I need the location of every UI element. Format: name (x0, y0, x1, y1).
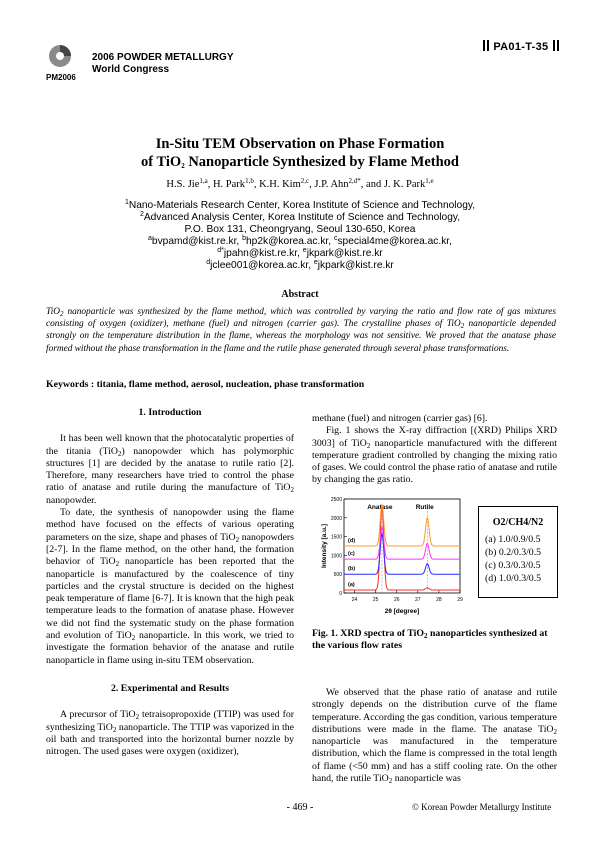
x-tick-label: 28 (436, 597, 442, 603)
author-affiliation-mark: 1,b (245, 177, 254, 185)
y-tick-label: 1000 (330, 553, 342, 560)
x-tick-label: 24 (351, 597, 358, 603)
x-tick-label: 25 (372, 597, 379, 603)
left-column (46, 407, 294, 758)
author-affiliation-mark: 2,d* (348, 177, 361, 185)
x-tick-label: 26 (393, 597, 400, 603)
legend-item-b: (b) 0.2/0.3/0.5 (485, 547, 542, 558)
y-axis-label: Intensity [a.u.] (321, 523, 328, 569)
email-line-3: $^d$jclee001@korea.ac.kr, $^e$jkpark@kist.re.kr (206, 259, 394, 271)
author-name: J.P. Ahn (314, 179, 349, 190)
x-tick-label: 29 (457, 597, 463, 603)
author-affiliation-mark: 1,a (199, 177, 208, 185)
xrd-chart (318, 493, 466, 617)
right-paragraph-1: Fig. 1 shows the X-ray diffraction [(XRD) Philips XRD 3003] of TiO$_2$ nanoparticle manufactured with the different temperature gradient controlled by changing the mixing ratio of gases. We could control the phase ratio of anatase and rutile by changing the gas ratio. (312, 425, 557, 486)
legend-title: O2/CH4/N2 (492, 517, 544, 528)
right-column-top (312, 413, 557, 487)
author-affiliation-mark: 2,c (300, 177, 310, 185)
figure-caption: Fig. 1. XRD spectra of TiO$_2$ nanoparticles synthesized at the various flow rates (312, 628, 548, 651)
section-heading-introduction: 1. Introduction (138, 407, 202, 418)
flow-rate-legend (478, 506, 558, 598)
author-name: J. K. Park (383, 179, 426, 190)
series-label: (c) (348, 551, 355, 558)
series-label: (b) (348, 566, 356, 573)
series-line-1 (344, 534, 460, 575)
annotation-rutile: Rutile (415, 504, 434, 511)
legend-item-c: (c) 0.3/0.3/0.5 (485, 560, 541, 571)
author-name: H.S. Jie (166, 179, 200, 190)
x-axis-label: 2θ [degree] (384, 608, 420, 615)
affiliation-address: P.O. Box 131, Cheongryang, Seoul 130-650, Korea (184, 224, 416, 235)
paper-code-text: PA01-T-35 (493, 41, 549, 53)
affiliation-2: $^2$Advanced Analysis Center, Korea Institute of Science and Technology, (139, 211, 461, 223)
pm-mark: PM2006 (46, 73, 76, 82)
y-tick-label: 1500 (330, 534, 342, 541)
series-label: (a) (348, 581, 355, 588)
right-paragraph-2: We observed that the phase ratio of anatase and rutile strongly depends on the distribution curve of the flame temperature. According the gas condition, various temperature distributions were made in the flame. The anatase TiO$_2$ nanoparticle was manufactured in the temperature distribution, which the flame is compressed in the total length of flame (<50 mm) and has a stiff cooling rate. On the other hand, the rutile TiO$_2$ nanoparticle was (312, 687, 557, 786)
y-tick-label: 2000 (330, 515, 342, 522)
conference-name: 2006 POWDER METALLURGY (92, 52, 234, 63)
x-tick-label: 27 (415, 597, 421, 603)
y-tick-label: 500 (333, 572, 342, 579)
author-name: K.H. Kim (259, 179, 301, 190)
annotation-anatase: Anatase (367, 504, 393, 511)
abstract-text: TiO$_2$ nanoparticle was synthesized by the flame method, which was controlled by varying the ratio and flow rate of gas mixtures consisting of oxygen (oxidizer), methane (fuel) and nitrogen (carrier gas). The crystalline phases of TiO$_2$ nanoparticle depended strongly on the temperature distribution in the flame, whereas the morphology was not sensitive. We proved that the anatase phase formed without the phase transformation in the flame and the rutile phase generated through several phase transformations. (46, 307, 557, 354)
abstract-heading: Abstract (281, 289, 319, 300)
conference-subtitle: World Congress (92, 64, 170, 75)
y-tick-label: 0 (339, 591, 342, 597)
copyright: © Korean Powder Metallurgy Institute (412, 802, 552, 812)
y-tick-label: 2500 (330, 497, 342, 503)
right-column-bottom (312, 687, 557, 785)
author-affiliation-mark: 1,e (425, 177, 434, 185)
paper-title-line1: In-Situ TEM Observation on Phase Formation (155, 136, 445, 152)
author-name: H. Park (212, 179, 246, 190)
intro-paragraph-2: To date, the synthesis of nanopowder using the flame method have focused on the effects of various operating parameters on the size, shape and phases of TiO$_2$ nanopowders [2-7]. In the flame method, on the other hand, the formation behavior of TiO$_2$ nanoparticle has been reported that the nanoparticle is manufactured by the coalescence of tiny particles and the crystal structure is decided on the highest peak temperature of flame [6-7]. It is known that the high peak temperature leads to the formation of anatase phase. However we did not find the systematic study on the phase formation and evolution of TiO$_2$ nanoparticle. In this work, we tried to investigate the formation behavior of the anatase and rutile nanoparticle in flame using in-situ TEM observation. (46, 507, 295, 666)
email-line-2: $^{d*}$jpahn@kist.re.kr, $^e$jkpark@kist.re.kr (217, 247, 383, 259)
series-label: (d) (348, 538, 356, 544)
email-line-1: $^a$bvpamd@kist.re.kr, $^b$hp2k@korea.ac.kr, $^c$special4me@korea.ac.kr, (148, 235, 452, 247)
affiliation-1: $^1$Nano-Materials Research Center, Korea Institute of Science and Technology, (124, 199, 476, 211)
legend-item-d: (d) 1.0/0.3/0.5 (485, 573, 542, 584)
keywords: Keywords : titania, flame method, aerosol, nucleation, phase transformation (46, 379, 365, 390)
experimental-paragraph-1: A precursor of TiO$_2$ tetraisopropoxide (TTIP) was used for synthesizing TiO$_2$ nanoparticle. The TTIP was vaporized in the oil bath and transported into the horizontal burner nozzle by nitrogen. The used gases were oxygen (oxidizer), (46, 709, 294, 758)
page-number: - 469 - (286, 802, 314, 813)
legend-item-a: (a) 1.0/0.9/0.5 (485, 534, 541, 545)
paper-code (482, 40, 560, 53)
section-heading-experimental: 2. Experimental and Results (110, 682, 230, 694)
intro-paragraph-1: It has been well known that the photocatalytic properties of the titania (TiO$_2$) nanopowder which has polymorphic structures [1] are decided by the anatase to rutile ratio [2]. Therefore, many researchers have tried to control the phase ratio of anatase and rutile during the manufacture of TiO$_2$ nanopowder. (46, 433, 294, 506)
author-list: H.S. Jie$^{1,a}$, H. Park$^{1,b}$, K.H. Kim$^{2,c}$, J.P. Ahn$^{2,d*}$, and J. K. Park$^{1,e}$ (166, 177, 434, 190)
paper-title-line2: of TiO$_2$ Nanoparticle Synthesized by Flame Method (141, 154, 459, 170)
right-paragraph-0: methane (fuel) and nitrogen (carrier gas) [6]. (312, 413, 488, 424)
series-line-2 (344, 527, 460, 559)
series-line-3 (344, 505, 460, 546)
series-line-0 (344, 506, 460, 590)
